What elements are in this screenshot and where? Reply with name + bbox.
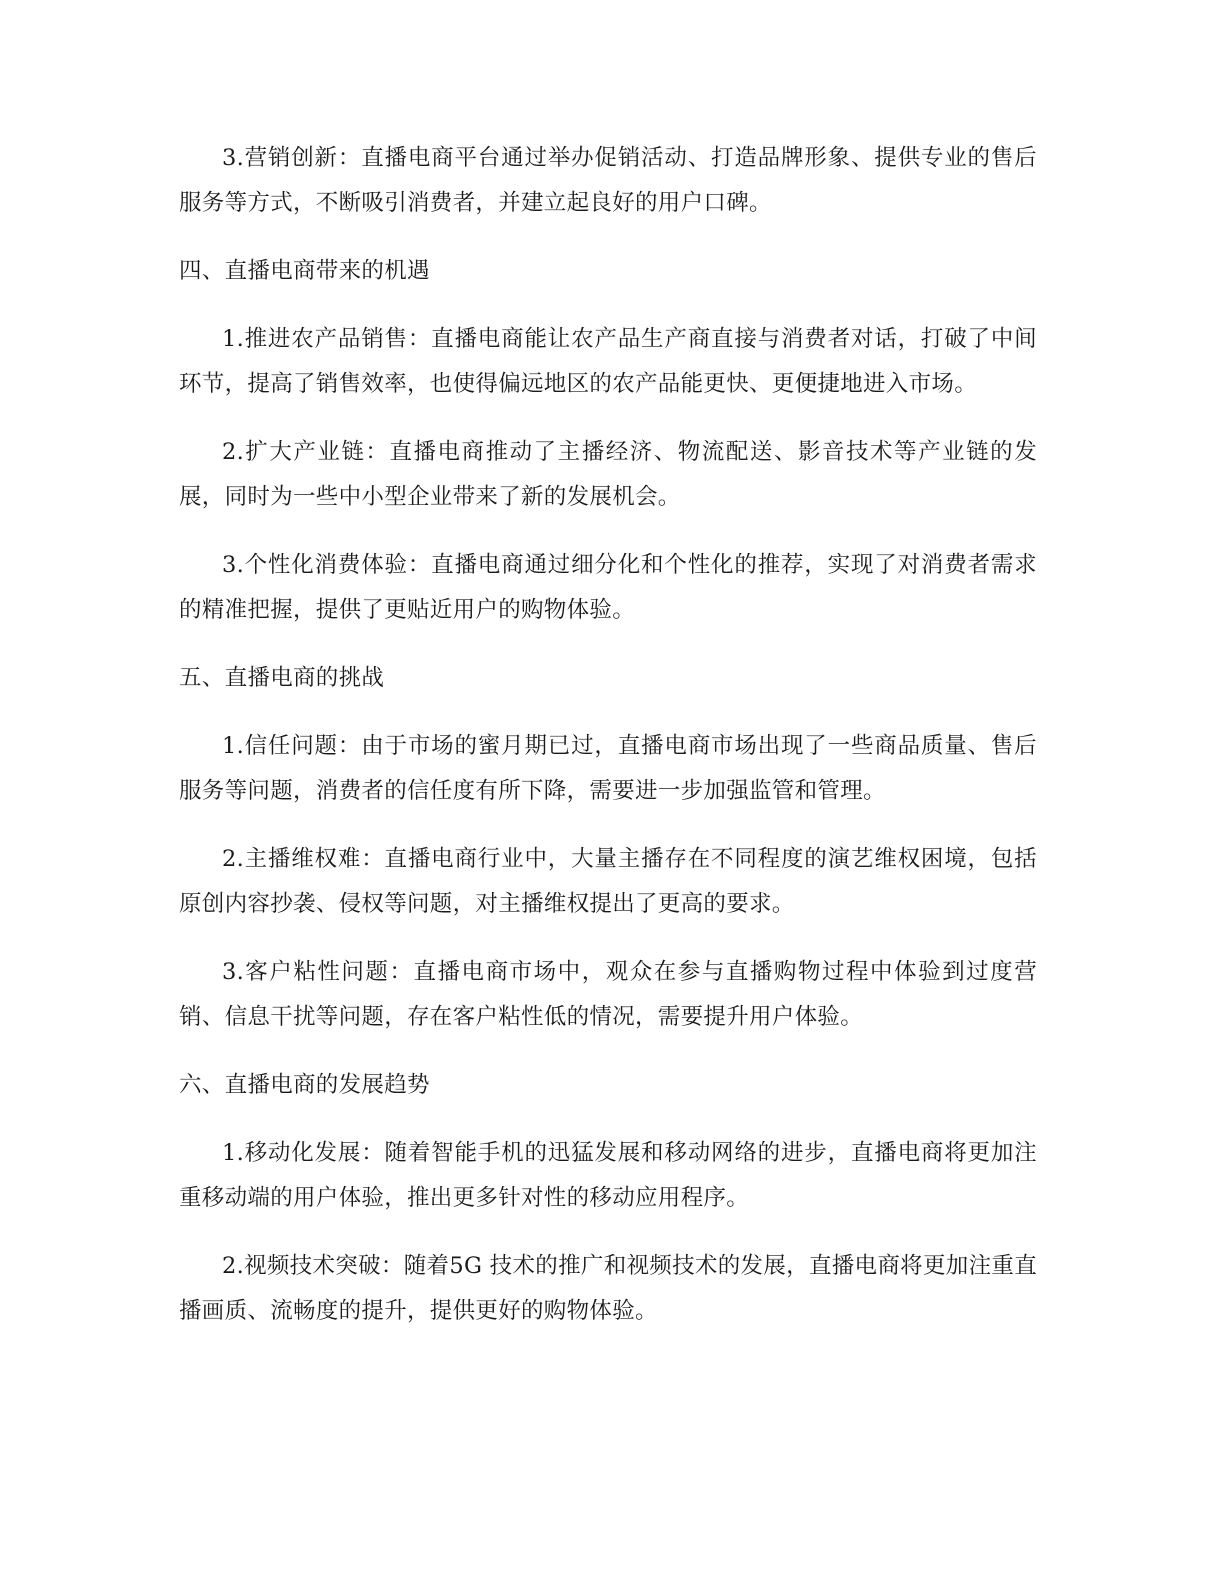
paragraph-trust-issue: 1.信任问题：由于市场的蜜月期已过，直播电商市场出现了一些商品质量、售后服务等问题，消费者的信任度有所下降，需要进一步加强监管和管理。 <box>179 733 1037 804</box>
paragraph-personalized-experience: 3.个性化消费体验：直播电商通过细分化和个性化的推荐，实现了对消费者需求的精准把握，提供了更贴近用户的购物体验。 <box>179 552 1037 623</box>
section-heading-challenges: 五、直播电商的挑战 <box>179 665 385 691</box>
section-heading-opportunities: 四、直播电商带来的机遇 <box>179 258 430 284</box>
section-heading-trends: 六、直播电商的发展趋势 <box>179 1072 430 1098</box>
paragraph-host-rights: 2.主播维权难：直播电商行业中，大量主播存在不同程度的演艺维权困境，包括原创内容抄袭、侵权等问题，对主播维权提出了更高的要求。 <box>179 846 1037 917</box>
paragraph-video-technology: 2.视频技术突破：随着5G 技术的推广和视频技术的发展，直播电商将更加注重直播画质、流畅度的提升，提供更好的购物体验。 <box>179 1253 1037 1324</box>
paragraph-customer-stickiness: 3.客户粘性问题：直播电商市场中，观众在参与直播购物过程中体验到过度营销、信息干扰等问题，存在客户粘性低的情况，需要提升用户体验。 <box>179 959 1037 1030</box>
paragraph-agri-sales: 1.推进农产品销售：直播电商能让农产品生产商直接与消费者对话，打破了中间环节，提高了销售效率，也使得偏远地区的农产品能更快、更便捷地进入市场。 <box>179 326 1037 397</box>
paragraph-industry-chain: 2.扩大产业链：直播电商推动了主播经济、物流配送、影音技术等产业链的发展，同时为一些中小型企业带来了新的发展机会。 <box>179 439 1037 510</box>
paragraph-marketing-innovation: 3.营销创新：直播电商平台通过举办促销活动、打造品牌形象、提供专业的售后服务等方式，不断吸引消费者，并建立起良好的用户口碑。 <box>179 145 1037 216</box>
paragraph-mobile-development: 1.移动化发展：随着智能手机的迅猛发展和移动网络的进步，直播电商将更加注重移动端的用户体验，推出更多针对性的移动应用程序。 <box>179 1140 1037 1211</box>
document-body <box>179 136 1037 1357</box>
